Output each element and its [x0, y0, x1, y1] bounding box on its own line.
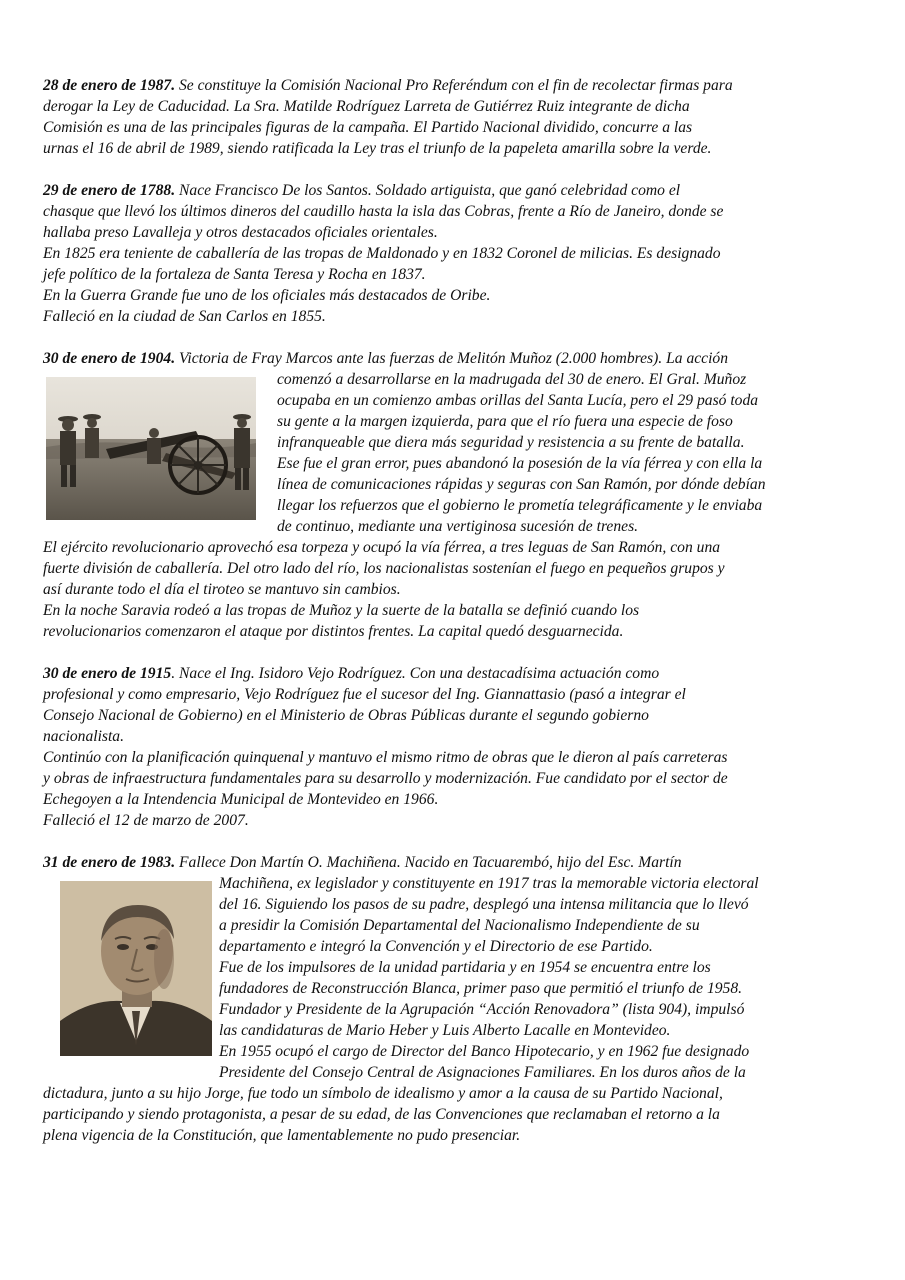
entry-date: 31 de enero de 1983. — [43, 854, 176, 871]
entry-line: dictadura, junto a su hijo Jorge, fue todo un símbolo de idealismo y amor a la causa de su Partido Nacional, — [43, 1085, 723, 1102]
entry-line: jefe político de la fortaleza de Santa Teresa y Rocha en 1837. — [43, 266, 426, 283]
entry-line: participando y siendo protagonista, a pesar de su edad, de las Convenciones que reclamaban el retorno a la — [43, 1106, 720, 1123]
entry-line: llegar los refuerzos que el gobierno le prometía telegráficamente y le enviaba — [277, 497, 763, 514]
entry-line: ocupaba en un comienzo ambas orillas del Santa Lucía, pero el 29 pasó toda — [277, 392, 759, 409]
entry-line: departamento e integró la Convención y el Directorio de ese Partido. — [219, 938, 653, 955]
entry-line: así durante todo el día el tiroteo se mantuvo sin cambios. — [43, 581, 401, 598]
entry-line: profesional y como empresario, Vejo Rodríguez fue el sucesor del Ing. Giannattasio (pasó a integrar el — [43, 686, 686, 703]
entry-line: Comisión es una de las principales figuras de la campaña. El Partido Nacional dividido, concurre a las — [43, 119, 693, 136]
entry-line: Consejo Nacional de Gobierno) en el Ministerio de Obras Públicas durante el segundo gobierno — [43, 707, 649, 724]
entry-date: 30 de enero de 1915 — [43, 665, 172, 682]
entry-line: del 16. Siguiendo los pasos de su padre, desplegó una intensa militancia que lo llevó — [219, 896, 749, 913]
battle-cannon-photo — [46, 377, 256, 520]
entry-line: su gente a la margen izquierda, para que el río fuera una especie de foso — [277, 413, 733, 430]
entry-date: 28 de enero de 1987. — [43, 77, 176, 94]
entry-line: Falleció el 12 de marzo de 2007. — [43, 812, 249, 829]
entry-line: Fue de los impulsores de la unidad partidaria y en 1954 se encuentra entre los — [219, 959, 711, 976]
entry-line: fuerte división de caballería. Del otro lado del río, los nacionalistas sostenían el fuego en pequeños grupos y — [43, 560, 725, 577]
entry-line: a presidir la Comisión Departamental del Nacionalismo Independiente de su — [219, 917, 700, 934]
entry-line: Continúo con la planificación quinquenal y mantuvo el mismo ritmo de obras que le dieron al país carreteras — [43, 749, 728, 766]
entry-line: El ejército revolucionario aprovechó esa torpeza y ocupó la vía férrea, a tres leguas de San Ramón, con una — [43, 539, 721, 556]
entry-line: hallaba preso Lavalleja y otros destacados oficiales orientales. — [43, 224, 438, 241]
entry-line: 30 de enero de 1915. Nace el Ing. Isidoro Vejo Rodríguez. Con una destacadísima actuación como — [43, 665, 660, 682]
entry-line: En la noche Saravia rodeó a las tropas de Muñoz y la suerte de la batalla se definió cuando los — [43, 602, 640, 619]
entry-line: Presidente del Consejo Central de Asignaciones Familiares. En los duros años de la — [219, 1064, 746, 1081]
entry-date: 29 de enero de 1788. — [43, 182, 176, 199]
entry-line: infranqueable que diera más seguridad y resistencia a su frente de batalla. — [277, 434, 745, 451]
entry-line: 29 de enero de 1788. Nace Francisco De los Santos. Soldado artiguista, que ganó celebridad como el — [43, 182, 681, 199]
entry-line: línea de comunicaciones rápidas y seguras con San Ramón, por dónde debían — [277, 476, 766, 493]
entry-line: Echegoyen a la Intendencia Municipal de Montevideo en 1966. — [43, 791, 439, 808]
entry-line: En la Guerra Grande fue uno de los oficiales más destacados de Oribe. — [43, 287, 491, 304]
entry-line: urnas el 16 de abril de 1989, siendo ratificada la Ley tras el triunfo de la papeleta amarilla sobre la verde. — [43, 140, 712, 157]
entry-line: fundadores de Reconstrucción Blanca, primer paso que permitió el triunfo de 1958. — [219, 980, 743, 997]
entry-line: las candidaturas de Mario Heber y Luis Alberto Lacalle en Montevideo. — [219, 1022, 671, 1039]
entry-line: nacionalista. — [43, 728, 124, 745]
entry-line: y obras de infraestructura fundamentales para su desarrollo y modernización. Fue candidato por el sector de — [43, 770, 728, 787]
entry-line: En 1955 ocupó el cargo de Director del Banco Hipotecario, y en 1962 fue designado — [219, 1043, 750, 1060]
entry-line: Ese fue el gran error, pues abandonó la posesión de la vía férrea y con ella la — [277, 455, 763, 472]
entry-line: de continuo, mediante una vertiginosa sucesión de trenes. — [277, 518, 639, 535]
entry-line: derogar la Ley de Caducidad. La Sra. Matilde Rodríguez Larreta de Gutiérrez Ruiz integrante de dicha — [43, 98, 690, 115]
entry-date: 30 de enero de 1904. — [43, 350, 176, 367]
portrait-photo — [60, 881, 212, 1056]
entry-line: 28 de enero de 1987. Se constituye la Comisión Nacional Pro Referéndum con el fin de recolectar firmas para — [43, 77, 733, 94]
entry-line: Falleció en la ciudad de San Carlos en 1855. — [43, 308, 326, 325]
entry-line: comenzó a desarrollarse en la madrugada del 30 de enero. El Gral. Muñoz — [277, 371, 747, 388]
entry-line: Fundador y Presidente de la Agrupación “Acción Renovadora” (lista 904), impulsó — [219, 1001, 745, 1018]
entry-line: En 1825 era teniente de caballería de las tropas de Maldonado y en 1832 Coronel de milicias. Es designado — [43, 245, 721, 262]
entry-line: 30 de enero de 1904. Victoria de Fray Marcos ante las fuerzas de Melitón Muñoz (2.000 hombres). La acción — [43, 350, 729, 367]
entry-line: chasque que llevó los últimos dineros del caudillo hasta la isla das Cobras, frente a Río de Janeiro, donde se — [43, 203, 724, 220]
entry-line: 31 de enero de 1983. Fallece Don Martín O. Machiñena. Nacido en Tacuarembó, hijo del Esc. Martín — [43, 854, 682, 871]
entry-line: Machiñena, ex legislador y constituyente en 1917 tras la memorable victoria electoral — [219, 875, 759, 892]
entry-line: plena vigencia de la Constitución, que lamentablemente no pudo presenciar. — [43, 1127, 521, 1144]
entry-line: revolucionarios comenzaron el ataque por distintos frentes. La capital quedó desguarnecida. — [43, 623, 624, 640]
